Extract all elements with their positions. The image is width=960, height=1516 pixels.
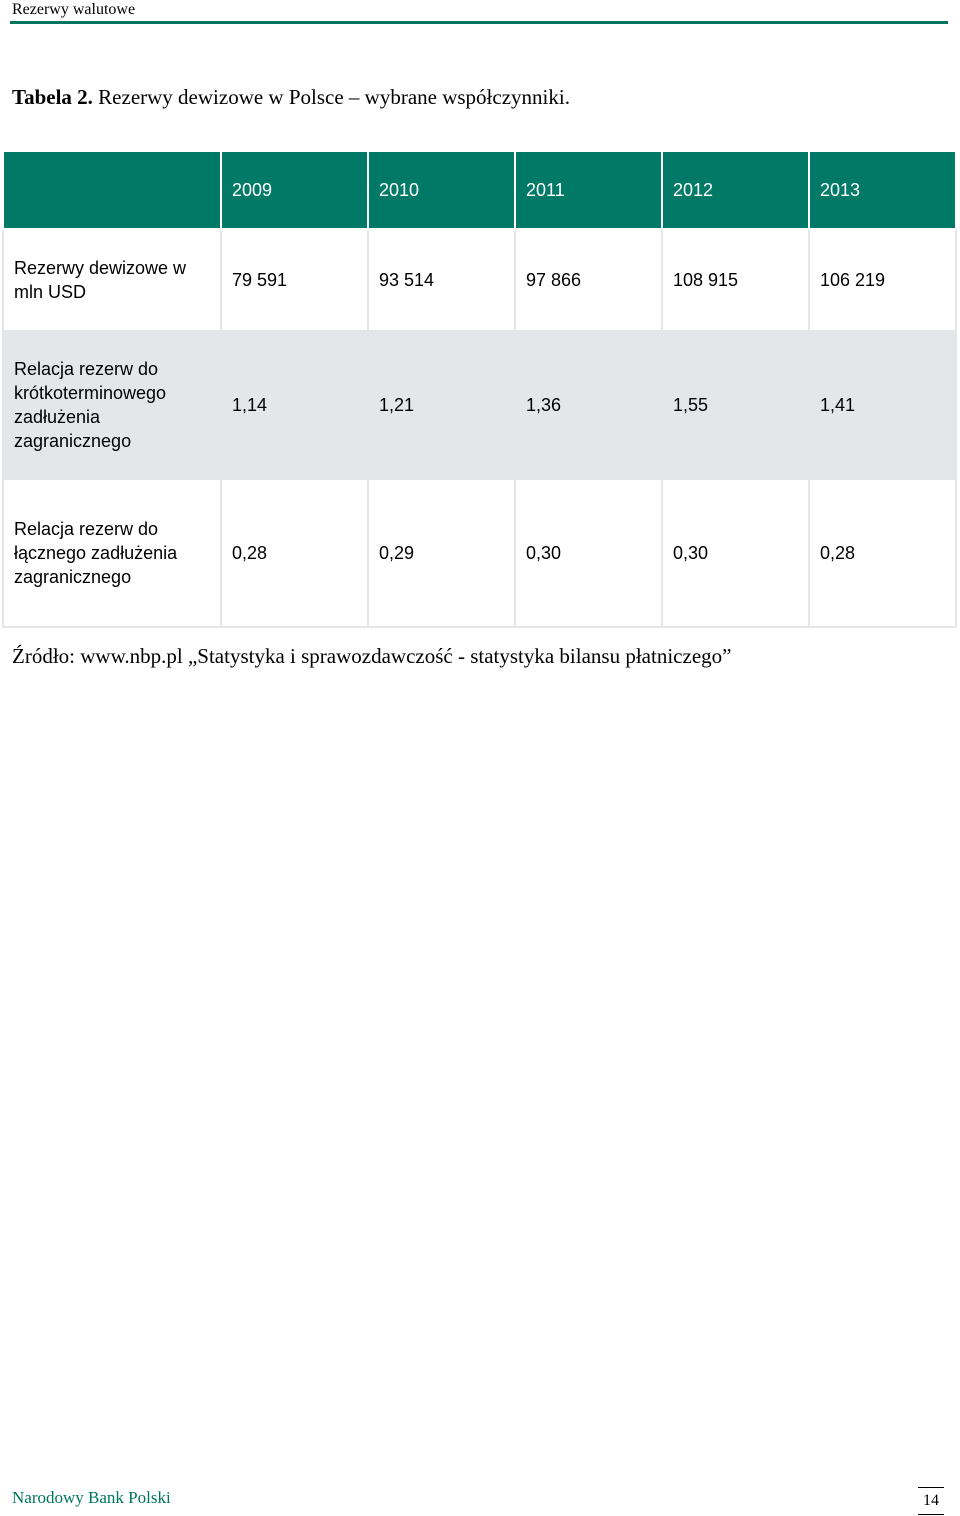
table-cell: 108 915 [662,229,809,331]
table-cell: 0,30 [515,479,662,627]
table-cell: 1,21 [368,331,515,479]
year-header-2009: 2009 [221,151,368,229]
row-label: Relacja rezerw do łącznego zadłużenia zagranicznego [3,479,221,627]
header-corner-cell [3,151,221,229]
page-number: 14 [918,1487,944,1515]
table-cell: 0,28 [809,479,956,627]
year-header-2012: 2012 [662,151,809,229]
table-cell: 97 866 [515,229,662,331]
reserves-table [2,150,957,628]
table-cell: 93 514 [368,229,515,331]
caption-label: Tabela 2. [12,85,93,109]
table-cell: 0,29 [368,479,515,627]
footer-bank-name: Narodowy Bank Polski [12,1488,171,1507]
table-cell: 1,41 [809,331,956,479]
table-header-row [3,151,956,229]
table-cell: 1,36 [515,331,662,479]
running-title: Rezerwy walutowe [12,1,136,18]
table-cell: 1,14 [221,331,368,479]
caption-text: Rezerwy dewizowe w Polsce – wybrane współczynniki. [92,85,570,109]
table-row [3,229,956,331]
table-caption [12,84,570,110]
source-note: Źródło: www.nbp.pl „Statystyka i sprawozdawczość - statystyka bilansu płatniczego” [12,644,732,668]
table-cell: 0,28 [221,479,368,627]
table-cell: 0,30 [662,479,809,627]
year-header-2010: 2010 [368,151,515,229]
row-label: Relacja rezerw do krótkoterminowego zadłużenia zagranicznego [3,331,221,479]
table-cell: 106 219 [809,229,956,331]
year-header-2011: 2011 [515,151,662,229]
table-row [3,479,956,627]
row-label: Rezerwy dewizowe w mln USD [3,229,221,331]
year-header-2013: 2013 [809,151,956,229]
table-row [3,331,956,479]
table-cell: 1,55 [662,331,809,479]
header-rule [10,21,948,24]
table-cell: 79 591 [221,229,368,331]
